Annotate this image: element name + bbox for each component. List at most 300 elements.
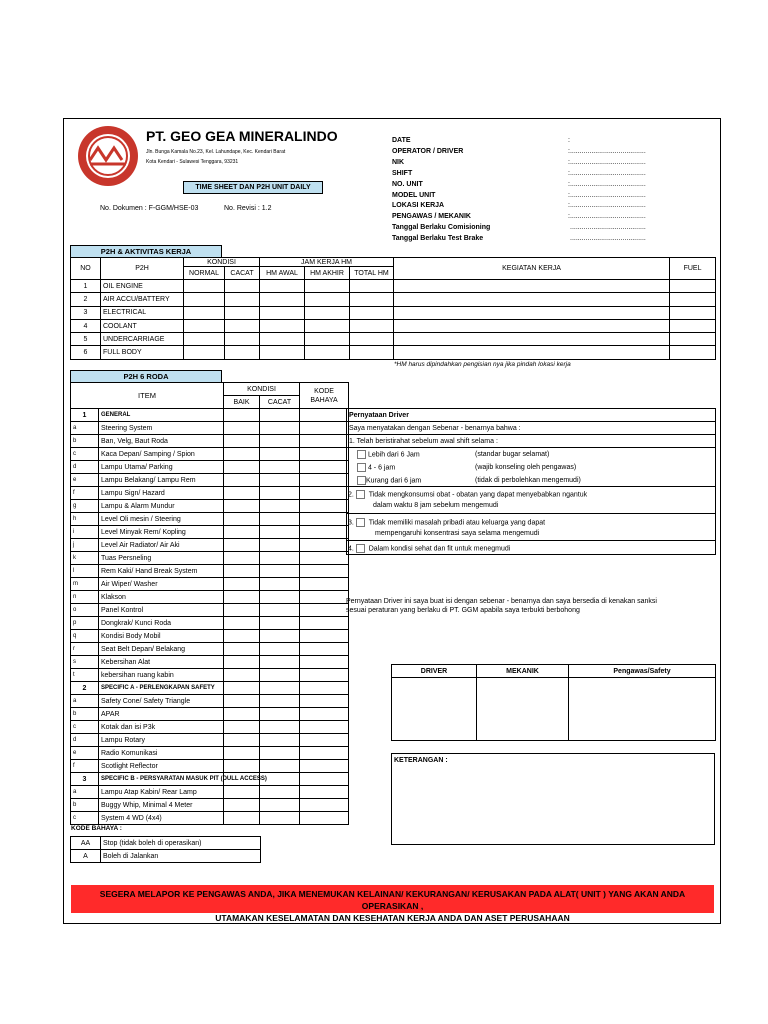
baik-cell[interactable] xyxy=(224,435,260,448)
entry-cell[interactable] xyxy=(670,280,716,293)
item-name: Rem Kaki/ Hand Break System xyxy=(99,565,224,578)
row-no: 2 xyxy=(71,293,101,306)
entry-cell[interactable] xyxy=(184,346,225,359)
item-name: Kotak dan isi P3k xyxy=(99,721,224,734)
info-value[interactable]: :....................................... xyxy=(568,191,646,199)
cacat-cell[interactable] xyxy=(260,734,300,747)
roda-section-title: P2H 6 RODA xyxy=(70,370,222,383)
info-label: OPERATOR / DRIVER xyxy=(392,147,464,155)
entry-cell[interactable] xyxy=(670,346,716,359)
group-title: SPECIFIC B - PERSYARATAN MASUK PIT (DULL ACCESS) xyxy=(99,773,224,786)
item-letter: p xyxy=(71,617,99,630)
checkbox-less-6h[interactable] xyxy=(357,476,366,485)
baik-cell[interactable] xyxy=(224,591,260,604)
baik-cell[interactable] xyxy=(224,708,260,721)
entry-cell[interactable] xyxy=(394,333,670,346)
entry-cell[interactable] xyxy=(394,306,670,319)
item-name: Tuas Persneling xyxy=(99,552,224,565)
table-row xyxy=(71,786,349,799)
row-item: COOLANT xyxy=(101,319,184,332)
item-letter: f xyxy=(71,487,99,500)
keterangan-box[interactable] xyxy=(391,753,715,845)
baik-cell[interactable] xyxy=(224,786,260,799)
cacat-cell[interactable] xyxy=(260,630,300,643)
cacat-cell[interactable] xyxy=(260,617,300,630)
header-baik: BAIK xyxy=(224,396,260,409)
table-row xyxy=(71,760,349,773)
baik-cell[interactable] xyxy=(224,760,260,773)
info-value[interactable]: :....................................... xyxy=(568,158,646,166)
item-letter: a xyxy=(71,695,99,708)
kode-cell[interactable] xyxy=(300,630,349,643)
info-label: LOKASI KERJA xyxy=(392,202,445,210)
cacat-cell[interactable] xyxy=(260,604,300,617)
table-row xyxy=(71,565,349,578)
entry-cell[interactable] xyxy=(184,333,225,346)
cacat-cell[interactable] xyxy=(260,721,300,734)
kode-cell[interactable] xyxy=(300,708,349,721)
table-row xyxy=(71,708,349,721)
pernyataan-point-3: 3. Tidak memiliki masalah pribadi atau keluarga yang dapat mempengaruhi konsentrasi saya selama mengemudi xyxy=(347,514,716,541)
table-row xyxy=(71,346,716,359)
entry-cell[interactable] xyxy=(225,306,260,319)
cacat-cell[interactable] xyxy=(260,786,300,799)
baik-cell[interactable] xyxy=(224,539,260,552)
entry-cell[interactable] xyxy=(225,333,260,346)
entry-cell[interactable] xyxy=(305,346,350,359)
item-name: Safety Cone/ Safety Triangle xyxy=(99,695,224,708)
item-name: Kaca Depan/ Samping / Spion xyxy=(99,448,224,461)
cacat-cell[interactable] xyxy=(260,552,300,565)
header-hm-awal: HM AWAL xyxy=(260,267,305,280)
kode-cell[interactable] xyxy=(300,617,349,630)
kode-cell[interactable] xyxy=(300,539,349,552)
entry-cell[interactable] xyxy=(670,293,716,306)
item-name: Dongkrak/ Kunci Roda xyxy=(99,617,224,630)
entry-cell[interactable] xyxy=(225,319,260,332)
kode-cell[interactable] xyxy=(300,565,349,578)
company-logo-icon xyxy=(76,124,140,188)
cacat-cell[interactable] xyxy=(260,747,300,760)
table-row xyxy=(71,656,349,669)
item-letter: d xyxy=(71,734,99,747)
entry-cell[interactable] xyxy=(305,306,350,319)
item-name: System 4 WD (4x4) xyxy=(99,812,224,825)
item-name: Buggy Whip, Minimal 4 Meter xyxy=(99,799,224,812)
baik-cell[interactable] xyxy=(224,552,260,565)
item-letter: q xyxy=(71,630,99,643)
info-value[interactable]: :....................................... xyxy=(568,147,646,155)
item-letter: m xyxy=(71,578,99,591)
pernyataan-intro: Saya menyatakan dengan Sebenar - benarnya bahwa : xyxy=(347,422,716,435)
kode-cell[interactable] xyxy=(300,500,349,513)
baik-cell[interactable] xyxy=(224,734,260,747)
checkbox-no-drugs[interactable] xyxy=(356,490,365,499)
p3-line2: mempengaruhi konsentrasi saya selama mengemudi xyxy=(375,530,540,537)
item-letter: a xyxy=(71,422,99,435)
table-row xyxy=(71,604,349,617)
cacat-cell[interactable] xyxy=(260,448,300,461)
entry-cell[interactable] xyxy=(260,319,305,332)
kode-cell[interactable] xyxy=(300,760,349,773)
item-letter: a xyxy=(71,786,99,799)
entry-cell[interactable] xyxy=(260,280,305,293)
pernyataan-point-4: 4. Dalam kondisi sehat dan fit untuk menegmudi xyxy=(347,541,716,555)
warning-line-2: UTAMAKAN KESELAMATAN DAN KESEHATAN KERJA ANDA DAN ASET PERUSAHAAN xyxy=(215,913,570,923)
item-name: Lampu Atap Kabin/ Rear Lamp xyxy=(99,786,224,799)
item-name: Ban, Velg, Baut Roda xyxy=(99,435,224,448)
cacat-cell[interactable] xyxy=(260,708,300,721)
entry-cell[interactable] xyxy=(184,280,225,293)
entry-cell[interactable] xyxy=(394,293,670,306)
entry-cell xyxy=(224,409,260,422)
cacat-cell[interactable] xyxy=(260,578,300,591)
item-name: Lampu Rotary xyxy=(99,734,224,747)
header-item: ITEM xyxy=(71,383,224,409)
item-letter: h xyxy=(71,513,99,526)
item-name: Air Wiper/ Washer xyxy=(99,578,224,591)
baik-cell[interactable] xyxy=(224,474,260,487)
company-name: PT. GEO GEA MINERALINDO xyxy=(146,128,338,144)
checkbox-more-6h[interactable] xyxy=(357,450,366,459)
kode-cell[interactable] xyxy=(300,812,349,825)
header-normal: NORMAL xyxy=(184,267,225,280)
item-letter: s xyxy=(71,656,99,669)
header-cacat-roda: CACAT xyxy=(260,396,300,409)
table-row xyxy=(71,306,716,319)
entry-cell xyxy=(300,773,349,786)
info-label: DATE xyxy=(392,137,411,144)
closing-statement-1: Pernyataan Driver ini saya buat isi dengan sebenar - benarnya dan saya bersedia di kenakan sanksi xyxy=(346,598,657,605)
kode-cell[interactable] xyxy=(300,721,349,734)
cacat-cell[interactable] xyxy=(260,669,300,682)
item-letter: e xyxy=(71,747,99,760)
entry-cell[interactable] xyxy=(225,346,260,359)
item-letter: n xyxy=(71,591,99,604)
pernyataan-title: Pernyataan Driver xyxy=(347,409,716,422)
info-value[interactable]: :....................................... xyxy=(568,180,646,188)
info-label: NIK xyxy=(392,158,405,166)
group-no: 3 xyxy=(71,773,99,786)
table-row xyxy=(71,435,349,448)
table-row xyxy=(71,812,349,825)
entry-cell[interactable] xyxy=(350,319,394,332)
keterangan-label: KETERANGAN : xyxy=(394,757,448,764)
entry-cell[interactable] xyxy=(350,293,394,306)
item-letter: e xyxy=(71,474,99,487)
p2h-6-roda-table xyxy=(70,382,349,825)
cacat-cell[interactable] xyxy=(260,799,300,812)
checkbox-no-problem[interactable] xyxy=(356,518,365,527)
checkbox-4-6h[interactable] xyxy=(357,463,366,472)
table-row xyxy=(71,643,349,656)
doc-number: No. Dokumen : F-GGM/HSE-03 xyxy=(100,205,199,212)
warning-line-1: SEGERA MELAPOR KE PENGAWAS ANDA, JIKA MENEMUKAN KELAINAN/ KEKURANGAN/ KERUSAKAN PADA ALAT( UNIT ) YANG AKAN ANDA OPERASIKAN , xyxy=(99,889,686,911)
table-row xyxy=(71,617,349,630)
item-letter: g xyxy=(71,500,99,513)
table-row xyxy=(71,333,716,346)
p2h-section-title: P2H & AKTIVITAS KERJA xyxy=(70,245,222,258)
entry-cell[interactable] xyxy=(305,319,350,332)
info-value[interactable]: ....................................... xyxy=(570,235,646,243)
item-name: Level Air Radiator/ Air Aki xyxy=(99,539,224,552)
baik-cell[interactable] xyxy=(224,513,260,526)
entry-cell[interactable] xyxy=(260,346,305,359)
row-item: AIR ACCU/BATTERY xyxy=(101,293,184,306)
item-letter: c xyxy=(71,448,99,461)
item-name: Lampu Utama/ Parking xyxy=(99,461,224,474)
kode-cell[interactable] xyxy=(300,513,349,526)
info-value[interactable]: ....................................... xyxy=(570,224,646,232)
item-name: Panel Kontrol xyxy=(99,604,224,617)
table-row xyxy=(71,293,716,306)
header-hm-akhir: HM AKHIR xyxy=(305,267,350,280)
p2-line2: dalam waktu 8 jam sebelum mengemudi xyxy=(373,502,499,509)
entry-cell[interactable] xyxy=(260,333,305,346)
group-row xyxy=(71,409,349,422)
kode-row xyxy=(71,837,261,850)
item-name: Klakson xyxy=(99,591,224,604)
sig-mekanik-box[interactable] xyxy=(477,678,569,741)
kode-cell[interactable] xyxy=(300,487,349,500)
table-row xyxy=(71,734,349,747)
baik-cell[interactable] xyxy=(224,565,260,578)
row-item: FULL BODY xyxy=(101,346,184,359)
kode-cell[interactable] xyxy=(300,747,349,760)
row-item: OIL ENGINE xyxy=(101,280,184,293)
kode-cell[interactable] xyxy=(300,448,349,461)
baik-cell[interactable] xyxy=(224,617,260,630)
kode-cell[interactable] xyxy=(300,461,349,474)
entry-cell xyxy=(300,682,349,695)
info-value[interactable]: : xyxy=(568,137,570,144)
cacat-cell[interactable] xyxy=(260,435,300,448)
baik-cell[interactable] xyxy=(224,656,260,669)
header-fuel: FUEL xyxy=(670,258,716,280)
item-name: Kebersihan Alat xyxy=(99,656,224,669)
group-no: 1 xyxy=(71,409,99,422)
table-row xyxy=(71,552,349,565)
cacat-cell[interactable] xyxy=(260,422,300,435)
entry-cell[interactable] xyxy=(394,346,670,359)
table-row xyxy=(71,591,349,604)
item-name: Level Oli mesin / Steering xyxy=(99,513,224,526)
entry-cell[interactable] xyxy=(305,333,350,346)
info-value[interactable]: :....................................... xyxy=(568,169,646,177)
cacat-cell[interactable] xyxy=(260,539,300,552)
sig-mekanik-label: MEKANIK xyxy=(477,665,569,678)
cacat-cell[interactable] xyxy=(260,591,300,604)
item-letter: l xyxy=(71,565,99,578)
kode-cell[interactable] xyxy=(300,578,349,591)
opt2-note: (wajib konseling oleh pengawas) xyxy=(475,464,577,471)
kode-cell[interactable] xyxy=(300,799,349,812)
kode-cell[interactable] xyxy=(300,656,349,669)
entry-cell[interactable] xyxy=(394,319,670,332)
cacat-cell[interactable] xyxy=(260,513,300,526)
entry-cell[interactable] xyxy=(350,306,394,319)
table-row xyxy=(71,448,349,461)
header-kondisi: KONDISI xyxy=(184,258,260,267)
kode-cell[interactable] xyxy=(300,591,349,604)
table-row xyxy=(71,500,349,513)
cacat-cell[interactable] xyxy=(260,565,300,578)
info-label: NO. UNIT xyxy=(392,180,423,188)
item-name: Lampu Sign/ Hazard xyxy=(99,487,224,500)
cacat-cell[interactable] xyxy=(260,656,300,669)
cacat-cell[interactable] xyxy=(260,812,300,825)
form-title: TIME SHEET DAN P2H UNIT DAILY xyxy=(183,181,323,194)
cacat-cell[interactable] xyxy=(260,643,300,656)
info-value[interactable]: :....................................... xyxy=(568,202,646,210)
baik-cell[interactable] xyxy=(224,630,260,643)
item-name: Scotlight Reflector xyxy=(99,760,224,773)
opt1-note: (standar bugar selamat) xyxy=(475,451,550,458)
entry-cell xyxy=(224,682,260,695)
entry-cell[interactable] xyxy=(350,280,394,293)
kode-code: A xyxy=(71,850,101,863)
entry-cell[interactable] xyxy=(670,333,716,346)
table-row xyxy=(71,539,349,552)
kode-cell[interactable] xyxy=(300,695,349,708)
cacat-cell[interactable] xyxy=(260,760,300,773)
baik-cell[interactable] xyxy=(224,799,260,812)
cacat-cell[interactable] xyxy=(260,487,300,500)
table-row xyxy=(71,280,716,293)
info-value[interactable]: :....................................... xyxy=(568,213,646,221)
p2h-activity-table xyxy=(70,257,716,360)
rest-options: Lebih dari 6 Jam (standar bugar selamat) 4 - 6 jam (wajib konseling oleh pengawas) Kurang dari 6 jam (tidak di perbolehkan mengemudi) xyxy=(347,448,716,487)
entry-cell xyxy=(260,682,300,695)
entry-cell[interactable] xyxy=(305,293,350,306)
kode-cell[interactable] xyxy=(300,604,349,617)
sig-pengawas-box[interactable] xyxy=(569,678,716,741)
row-no: 4 xyxy=(71,319,101,332)
item-name: kebersihan ruang kabin xyxy=(99,669,224,682)
baik-cell[interactable] xyxy=(224,526,260,539)
baik-cell[interactable] xyxy=(224,578,260,591)
item-name: Radio Komunikasi xyxy=(99,747,224,760)
entry-cell[interactable] xyxy=(670,319,716,332)
item-letter: j xyxy=(71,539,99,552)
signature-table xyxy=(391,664,716,741)
row-item: UNDERCARRIAGE xyxy=(101,333,184,346)
revision-number: No. Revisi : 1.2 xyxy=(224,205,272,212)
kode-bahaya-table xyxy=(70,836,261,863)
kode-desc: Boleh di Jalankan xyxy=(101,850,261,863)
entry-cell[interactable] xyxy=(350,346,394,359)
kode-cell[interactable] xyxy=(300,643,349,656)
header-kegiatan: KEGIATAN KERJA xyxy=(394,258,670,280)
group-no: 2 xyxy=(71,682,99,695)
opt3-note: (tidak di perbolehkan mengemudi) xyxy=(475,477,581,484)
kode-cell[interactable] xyxy=(300,669,349,682)
table-row xyxy=(71,461,349,474)
item-letter: t xyxy=(71,669,99,682)
safety-warning-banner xyxy=(71,885,714,923)
sig-pengawas-label: Pengawas/Safety xyxy=(569,665,716,678)
item-letter: k xyxy=(71,552,99,565)
item-letter: i xyxy=(71,526,99,539)
cacat-cell[interactable] xyxy=(260,474,300,487)
kode-desc: Stop (tidak boleh di operasikan) xyxy=(101,837,261,850)
entry-cell[interactable] xyxy=(184,319,225,332)
kode-cell[interactable] xyxy=(300,734,349,747)
closing-statement-2: sesuai peraturan yang berlaku di PT. GGM apabila saya terbukti berbohong xyxy=(346,607,580,614)
header-p2h: P2H xyxy=(101,258,184,280)
item-name: APAR xyxy=(99,708,224,721)
info-label: PENGAWAS / MEKANIK xyxy=(392,213,471,221)
baik-cell[interactable] xyxy=(224,721,260,734)
entry-cell[interactable] xyxy=(225,293,260,306)
pernyataan-driver-table xyxy=(346,408,716,555)
cacat-cell[interactable] xyxy=(260,461,300,474)
baik-cell[interactable] xyxy=(224,422,260,435)
header-kode-bahaya: KODE BAHAYA xyxy=(300,383,349,409)
entry-cell[interactable] xyxy=(184,293,225,306)
group-row xyxy=(71,773,349,786)
group-title: GENERAL xyxy=(99,409,224,422)
entry-cell[interactable] xyxy=(305,280,350,293)
kode-code: AA xyxy=(71,837,101,850)
entry-cell[interactable] xyxy=(670,306,716,319)
row-no: 1 xyxy=(71,280,101,293)
row-no: 6 xyxy=(71,346,101,359)
sig-driver-box[interactable] xyxy=(392,678,477,741)
kode-cell[interactable] xyxy=(300,422,349,435)
entry-cell[interactable] xyxy=(225,280,260,293)
row-no: 3 xyxy=(71,306,101,319)
kode-cell[interactable] xyxy=(300,435,349,448)
entry-cell[interactable] xyxy=(260,306,305,319)
baik-cell[interactable] xyxy=(224,500,260,513)
checkbox-fit[interactable] xyxy=(356,544,365,553)
item-letter: d xyxy=(71,461,99,474)
kode-cell[interactable] xyxy=(300,786,349,799)
company-address-1: Jln. Bunga Kamala No.23, Kel. Lahundape, Kec. Kendari Barat xyxy=(146,149,286,155)
cacat-cell[interactable] xyxy=(260,695,300,708)
baik-cell[interactable] xyxy=(224,643,260,656)
baik-cell[interactable] xyxy=(224,604,260,617)
baik-cell[interactable] xyxy=(224,487,260,500)
table-row xyxy=(71,747,349,760)
group-title: SPECIFIC A - PERLENGKAPAN SAFETY xyxy=(99,682,224,695)
item-name: Level Minyak Rem/ Kopling xyxy=(99,526,224,539)
baik-cell[interactable] xyxy=(224,812,260,825)
entry-cell[interactable] xyxy=(350,333,394,346)
baik-cell[interactable] xyxy=(224,695,260,708)
baik-cell[interactable] xyxy=(224,448,260,461)
entry-cell[interactable] xyxy=(394,280,670,293)
entry-cell[interactable] xyxy=(260,293,305,306)
kode-cell[interactable] xyxy=(300,526,349,539)
baik-cell[interactable] xyxy=(224,669,260,682)
baik-cell[interactable] xyxy=(224,747,260,760)
cacat-cell[interactable] xyxy=(260,500,300,513)
pernyataan-point-2: 2. Tidak mengkonsumsi obat - obatan yang dapat menyebabkan ngantuk dalam waktu 8 jam sebelum mengemudi xyxy=(347,487,716,514)
kode-row xyxy=(71,850,261,863)
cacat-cell[interactable] xyxy=(260,526,300,539)
kode-cell[interactable] xyxy=(300,552,349,565)
kode-cell[interactable] xyxy=(300,474,349,487)
item-name: Lampu & Alarm Mundur xyxy=(99,500,224,513)
info-label: SHIFT xyxy=(392,169,413,177)
entry-cell[interactable] xyxy=(184,306,225,319)
header-total-hm: TOTAL HM xyxy=(350,267,394,280)
entry-cell xyxy=(260,409,300,422)
table-row xyxy=(71,474,349,487)
baik-cell[interactable] xyxy=(224,461,260,474)
